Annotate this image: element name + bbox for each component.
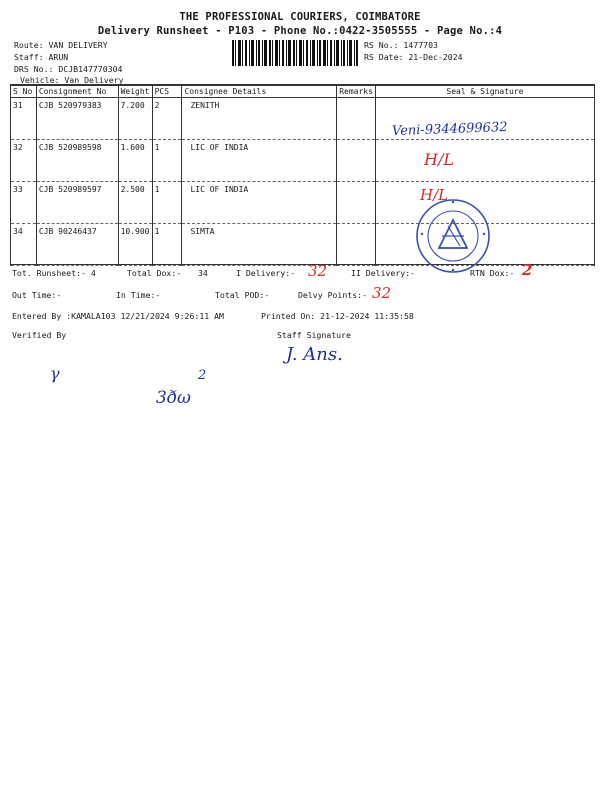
cell-sno: 31 [11,98,37,140]
cell-remarks [337,98,376,140]
cell-remarks [337,224,376,266]
handwritten-delvy-points: 32 [372,284,392,302]
table-row [11,140,595,182]
drs-number: DRS No.: DCJB147770304 [14,64,123,74]
ii-delivery-label: II Delivery:- [351,268,416,278]
barcode-icon [232,40,358,66]
cell-weight: 2.500 [118,182,152,224]
col-remarks: Remarks [337,86,376,98]
cell-consignee: ZENITH [182,98,337,140]
cell-pcs: 1 [152,140,182,182]
col-seal: Seal & Signature [375,86,594,98]
table-header-row [11,86,595,98]
cell-consignment: CJB 520989598 [36,140,118,182]
col-consignment: Consignment No [36,86,118,98]
col-consignee: Consignee Details [182,86,337,98]
company-title: THE PROFESSIONAL COURIERS, COIMBATORE [179,11,421,23]
cell-pcs: 1 [152,224,182,266]
cell-consignee: SIMTA [182,224,337,266]
cell-weight: 1.600 [118,140,152,182]
company-seal-icon [412,196,494,274]
summary-rule [10,264,595,265]
cell-consignee: LIC OF INDIA [182,182,337,224]
handwritten-staff-signature: J. Ans. [286,344,343,365]
handwritten-hl-row32: H/L [424,150,454,169]
cell-sno: 32 [11,140,37,182]
cell-seal [375,140,594,182]
handwritten-phone-note: Veni-9344699632 [391,119,508,140]
handwritten-i-delivery: 32 [308,262,328,280]
staff-signature-label: Staff Signature [277,330,351,340]
rs-date: RS Date: 21-Dec-2024 [364,52,463,62]
handwritten-verified-mark: γ [50,364,60,383]
total-dox-value: 34 [198,268,208,278]
printed-on: Printed On: 21-12-2024 11:35:58 [261,311,414,321]
handwritten-hl-row33: H/L [420,186,449,204]
verified-by-label: Verified By [12,330,67,340]
vehicle-text: Vehicle: Van Delivery [20,75,124,85]
col-weight: Weight [118,86,152,98]
cell-pcs: 2 [152,98,182,140]
cell-sno: 33 [11,182,37,224]
cell-consignment: CJB 520979383 [36,98,118,140]
out-time-label: Out Time:- [12,290,62,300]
total-pod-label: Total POD:- [215,290,270,300]
entered-by: Entered By :KAMALA103 12/21/2024 9:26:11 AM [12,311,224,321]
cell-weight: 7.200 [118,98,152,140]
i-delivery-label: I Delivery:- [236,268,296,278]
cell-pcs: 1 [152,182,182,224]
handwritten-verified-digit: 2 [198,368,207,383]
staff-text: Staff: ARUN [14,52,69,62]
cell-consignment: CJB 520989597 [36,182,118,224]
col-sno: S No [11,86,37,98]
table-row [11,224,595,266]
runsheet-title: Delivery Runsheet - P103 - Phone No.:0422-3505555 - Page No.:4 [97,25,503,37]
tot-runsheet: Tot. Runsheet:- 4 [12,268,96,278]
table-row [11,182,595,224]
cell-weight: 10.900 [118,224,152,266]
rtn-dox-label: RTN Dox:- [470,268,515,278]
route-text: Route: VAN DELIVERY [14,40,108,50]
cell-consignee: LIC OF INDIA [182,140,337,182]
rs-number: RS No.: 1477703 [364,40,438,50]
in-time-label: In Time:- [116,290,161,300]
cell-remarks [337,140,376,182]
total-dox-label: Total Dox:- [127,268,182,278]
col-pcs: PCS [152,86,182,98]
delvy-points-label: Delvy Points:- [298,290,368,300]
cell-remarks [337,182,376,224]
handwritten-verified-signature: 3ðω [156,388,191,408]
consignment-table [10,85,595,266]
handwritten-rtn-dox: 2 [522,261,533,279]
cell-consignment: CJB 90246437 [36,224,118,266]
cell-sno: 34 [11,224,37,266]
